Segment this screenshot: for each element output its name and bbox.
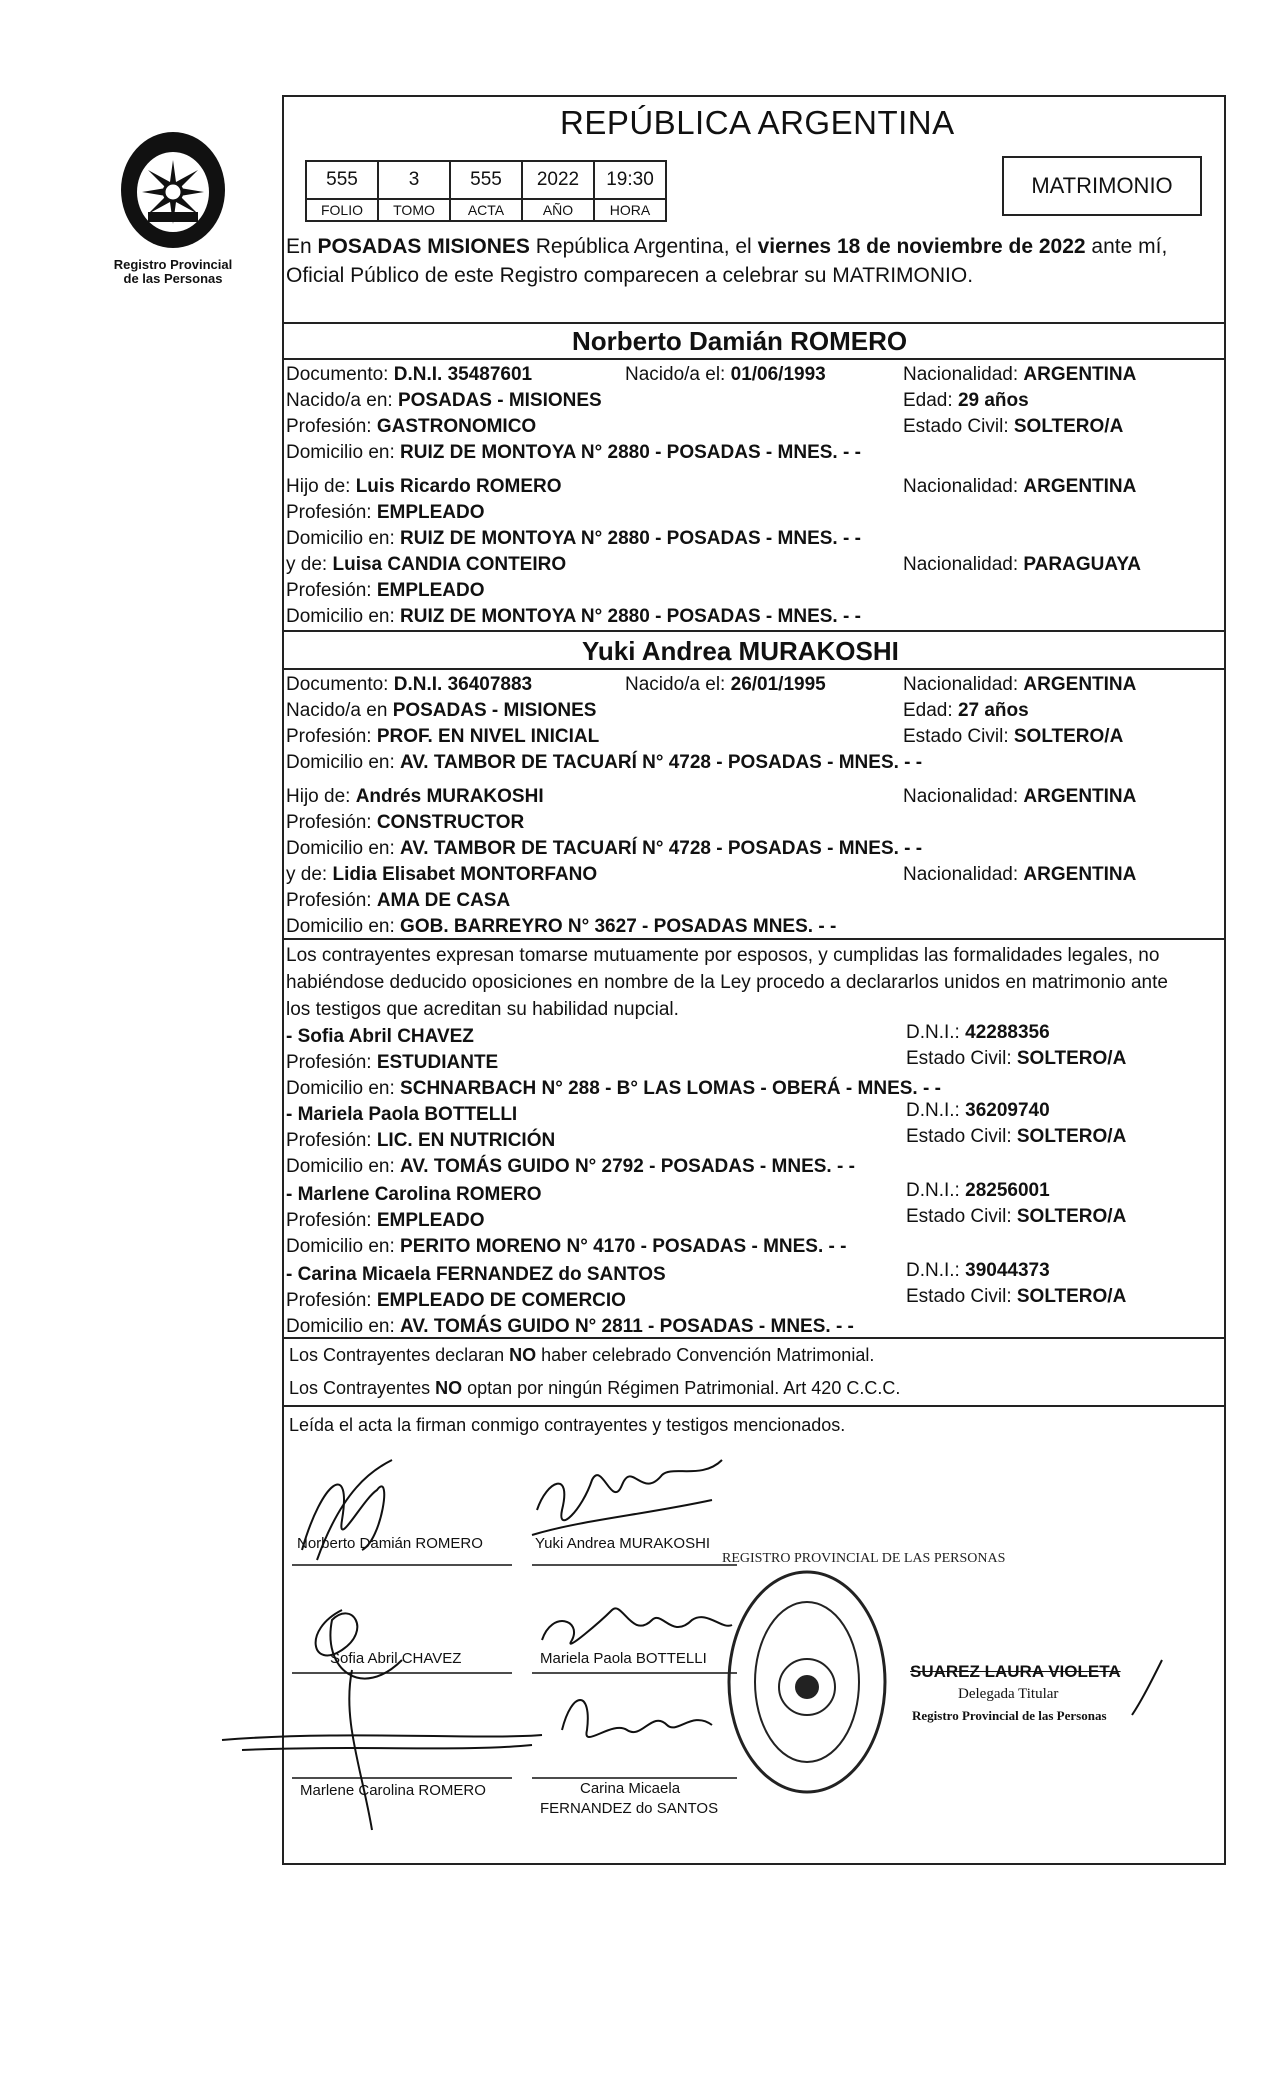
signature-spouse2: Yuki Andrea MURAKOSHI [535,1535,711,1552]
divider [282,358,1226,360]
spouse2-civil-status: Estado Civil: SOLTERO/A [903,726,1124,747]
witness1-dni: D.N.I.: 42288356 [906,1022,1050,1043]
spouse1-profession: Profesión: GASTRONOMICO [286,416,537,437]
note-convention: Los Contrayentes declaran NO haber celebrado Convención Matrimonial. [289,1345,875,1365]
divider [282,1405,1226,1407]
hora-label: HORA [594,199,666,221]
witness1-profession: Profesión: ESTUDIANTE [286,1052,499,1073]
act-type-box: MATRIMONIO [1002,156,1202,216]
acta-label: ACTA [450,199,522,221]
registry-logo [108,112,238,255]
spouse1-father: Hijo de: Luis Ricardo ROMERO [286,476,562,497]
official-name: SUAREZ LAURA VIOLETA [910,1662,1121,1681]
witness2-name: - Mariela Paola BOTTELLI [286,1104,518,1125]
signature-witness3: Marlene Carolina ROMERO [300,1782,486,1799]
witness2-address: Domicilio en: AV. TOMÁS GUIDO N° 2792 - POSADAS - MNES. - - [286,1156,855,1177]
witness2-dni: D.N.I.: 36209740 [906,1100,1050,1121]
signature-witness2: Mariela Paola BOTTELLI [540,1650,707,1667]
official-title: Delegada Titular [958,1686,1059,1702]
spouse2-profession: Profesión: PROF. EN NIVEL INICIAL [286,726,600,747]
spouse1-father-profession: Profesión: EMPLEADO [286,502,485,523]
spouse2-mother: y de: Lidia Elisabet MONTORFANO [286,864,598,885]
signature-spouse1: Norberto Damián ROMERO [297,1535,483,1552]
tomo-label: TOMO [378,199,450,221]
spouse2-mother-nationality: Nacionalidad: ARGENTINA [903,864,1137,885]
signature-witness4-line1: Carina Micaela [580,1780,681,1797]
spouse1-father-address: Domicilio en: RUIZ DE MONTOYA N° 2880 - POSADAS - MNES. - - [286,528,861,549]
witness4-dni: D.N.I.: 39044373 [906,1260,1050,1281]
divider [282,668,1226,670]
spouse2-name: Yuki Andrea MURAKOSHI [582,636,899,666]
witness3-name: - Marlene Carolina ROMERO [286,1184,542,1205]
anio-label: AÑO [522,199,594,221]
witness2-civil-status: Estado Civil: SOLTERO/A [906,1126,1127,1147]
registry-table [305,160,667,222]
folio-label: FOLIO [306,199,378,221]
spouse1-age: Edad: 29 años [903,390,1029,411]
witness3-profession: Profesión: EMPLEADO [286,1210,485,1231]
spouse1-birthplace: Nacido/a en: POSADAS - MISIONES [286,390,602,411]
spouse2-father-profession: Profesión: CONSTRUCTOR [286,812,525,833]
hora-value: 19:30 [594,161,666,199]
page-title: REPÚBLICA ARGENTINA [560,104,955,141]
logo-caption-line2: de las Personas [123,271,223,286]
declaration-text: Los contrayentes expresan tomarse mutuamente por esposos, y cumplidas las formalidades legales, no habiéndose deducido oposiciones en nombre de la Ley procedo a declararlos unidos en matrimonio ante los testigos que acreditan su habilidad nupcial. [286,945,1168,1020]
note-regime: Los Contrayentes NO optan por ningún Régimen Patrimonial. Art 420 C.C.C. [289,1378,901,1398]
spouse2-document: Documento: D.N.I. 36407883 [286,674,533,695]
spouse2-father: Hijo de: Andrés MURAKOSHI [286,786,544,807]
spouse1-document: Documento: D.N.I. 35487601 [286,364,533,385]
signature-witness1: Sofia Abril CHAVEZ [330,1650,462,1667]
divider [282,630,1226,632]
divider [282,322,1226,324]
witness1-civil-status: Estado Civil: SOLTERO/A [906,1048,1127,1069]
witness1-address: Domicilio en: SCHNARBACH N° 288 - B° LAS LOMAS - OBERÁ - MNES. - - [286,1078,941,1099]
witness4-civil-status: Estado Civil: SOLTERO/A [906,1286,1127,1307]
witness3-address: Domicilio en: PERITO MORENO N° 4170 - POSADAS - MNES. - - [286,1236,847,1257]
spouse1-mother-profession: Profesión: EMPLEADO [286,580,485,601]
intro-text: En POSADAS MISIONES República Argentina, el viernes 18 de noviembre de 2022 ante mí, Oficial Público de este Registro comparecen a celebrar su MATRIMONIO. [286,235,1168,287]
tomo-value: 3 [378,161,450,199]
spouse2-father-nationality: Nacionalidad: ARGENTINA [903,786,1137,807]
official-seal [722,1551,1006,1802]
spouse1-mother-address: Domicilio en: RUIZ DE MONTOYA N° 2880 - POSADAS - MNES. - - [286,606,861,627]
logo-caption [98,258,248,286]
spouse1-address: Domicilio en: RUIZ DE MONTOYA N° 2880 - POSADAS - MNES. - - [286,442,861,463]
folio-value: 555 [306,161,378,199]
spouse2-age: Edad: 27 años [903,700,1029,721]
witness4-name: - Carina Micaela FERNANDEZ do SANTOS [286,1264,666,1285]
acta-value: 555 [450,161,522,199]
witness1-name: - Sofia Abril CHAVEZ [286,1026,474,1047]
logo-ring-text: PROVINCIA DE MISIONES [108,112,220,122]
spouse2-mother-address: Domicilio en: GOB. BARREYRO N° 3627 - POSADAS MNES. - - [286,916,837,937]
spouse2-nationality: Nacionalidad: ARGENTINA [903,674,1137,695]
spouse1-birthdate: Nacido/a el: 01/06/1993 [625,364,826,385]
spouse1-name: Norberto Damián ROMERO [572,326,908,356]
seal-text: REGISTRO PROVINCIAL DE LAS PERSONAS [722,1551,1006,1566]
logo-caption-line1: Registro Provincial [113,257,233,272]
witness3-dni: D.N.I.: 28256001 [906,1180,1050,1201]
witness4-profession: Profesión: EMPLEADO DE COMERCIO [286,1290,626,1311]
spouse2-address: Domicilio en: AV. TAMBOR DE TACUARÍ N° 4728 - POSADAS - MNES. - - [286,752,923,773]
divider [282,938,1226,940]
spouse1-mother: y de: Luisa CANDIA CONTEIRO [286,554,567,575]
spouse1-nationality: Nacionalidad: ARGENTINA [903,364,1137,385]
spouse1-father-nationality: Nacionalidad: ARGENTINA [903,476,1137,497]
witness3-civil-status: Estado Civil: SOLTERO/A [906,1206,1127,1227]
spouse1-civil-status: Estado Civil: SOLTERO/A [903,416,1124,437]
closing-text: Leída el acta la firman conmigo contrayentes y testigos mencionados. [289,1415,846,1435]
spouse2-birthdate: Nacido/a el: 26/01/1995 [625,674,826,695]
spouse2-mother-profession: Profesión: AMA DE CASA [286,890,511,911]
signature-witness4-line2: FERNANDEZ do SANTOS [540,1800,719,1817]
spouse2-father-address: Domicilio en: AV. TAMBOR DE TACUARÍ N° 4728 - POSADAS - MNES. - - [286,838,923,859]
witness4-address: Domicilio en: AV. TOMÁS GUIDO N° 2811 - POSADAS - MNES. - - [286,1316,854,1337]
official-organization: Registro Provincial de las Personas [912,1708,1107,1723]
spouse1-mother-nationality: Nacionalidad: PARAGUAYA [903,554,1141,575]
spouse2-birthplace: Nacido/a en POSADAS - MISIONES [286,700,597,721]
witness2-profession: Profesión: LIC. EN NUTRICIÓN [286,1130,556,1151]
anio-value: 2022 [522,161,594,199]
